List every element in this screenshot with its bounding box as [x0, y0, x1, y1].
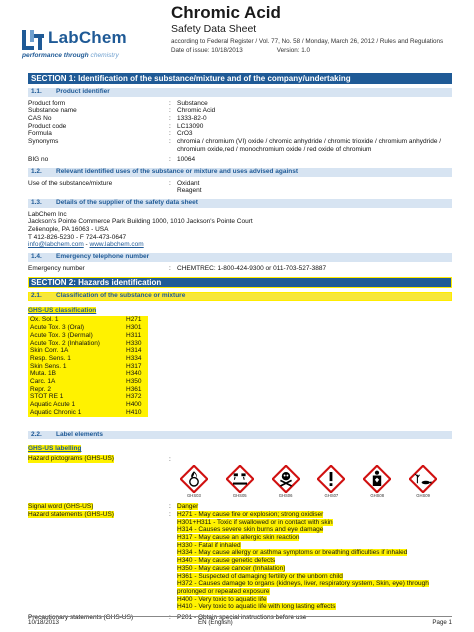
field-label: Product form: [28, 99, 66, 107]
classification-row: [28, 355, 148, 363]
subsection-num: 2.2.: [31, 430, 42, 438]
pictogram-code: GHS06: [278, 493, 293, 499]
field-label: CAS No: [28, 114, 52, 122]
use-value-1: Oxidant: [177, 179, 200, 187]
classification-row: [28, 370, 148, 378]
hazard-statement: H400 - Very toxic to aquatic life: [177, 595, 267, 603]
subsection-title: Relevant identified uses of the substance or mixture and uses advised against: [56, 168, 299, 176]
field-value: [177, 180, 452, 195]
classification-row: [28, 347, 148, 355]
hazard-class: Acute Tox. 3 (Oral): [28, 324, 124, 332]
hazard-code: H314: [124, 347, 148, 355]
field-row: Signal word (GHS-US) : Danger: [28, 503, 199, 511]
field-row: Use of the substance/mixture : Oxidant Reagent: [28, 180, 452, 195]
hazard-statement: H330 - Fatal if inhaled: [177, 541, 241, 549]
hazard-class: Carc. 1A: [28, 378, 124, 386]
signal-word-value: Danger: [177, 503, 199, 511]
classification-row: [28, 332, 148, 340]
version: Version: 1.0: [276, 47, 311, 54]
footer-date: 10/18/2013: [28, 619, 59, 626]
field-row: Product form : Substance: [28, 100, 452, 108]
subsection-2-2: [28, 431, 452, 440]
field-row: Synonyms : chromia / chromium (VI) oxide / chromic anhydride / chromic trioxide / chromium anhydride / chromium oxide,red / monochromium oxide / red oxide of chromium: [28, 138, 452, 153]
pictogram: [406, 465, 440, 499]
field-value: CrO3: [177, 130, 193, 138]
field-value: CHEMTREC: 1-800-424-9300 or 011-703-527-3887: [177, 264, 327, 272]
issue-line: [171, 47, 310, 54]
hazard-class: Muta. 1B: [28, 370, 124, 378]
hazard-class: Repr. 2: [28, 386, 124, 394]
classification-table: [28, 316, 148, 416]
field-row: Product code : LC13090: [28, 123, 452, 131]
field-row: CAS No : 1333-82-0: [28, 115, 452, 123]
field-row: Substance name : Chromic Acid: [28, 107, 452, 115]
subsection-num: 1.1.: [31, 88, 42, 95]
supplier-name: LabChem Inc: [28, 210, 67, 218]
hazard-statement: H350 - May cause cancer (Inhalation): [177, 564, 286, 572]
environment-icon: [409, 465, 437, 493]
hazard-statement: H372 - Causes damage to organs (kidneys, liver, respiratory system, Skin, eye) through: [177, 580, 429, 588]
field-label: BIG no: [28, 156, 49, 164]
subsection-1-1: [28, 88, 452, 97]
subsection-1-3: [28, 199, 452, 208]
field-value: P201 - Obtain special instructions before use: [177, 614, 307, 622]
field-label: Formula: [28, 130, 52, 138]
hazard-code: H271: [124, 316, 148, 324]
field-value: Substance: [177, 99, 208, 107]
link-separator: -: [83, 241, 90, 249]
field-label: Product code: [28, 122, 67, 130]
subsection-1-4: [28, 253, 452, 262]
classification-row: [28, 401, 148, 409]
subsection-num: 2.1.: [31, 292, 42, 300]
hazard-code: H350: [124, 378, 148, 386]
field-label: Hazard pictograms (GHS-US): [28, 454, 114, 462]
field-value: 1333-82-0: [177, 114, 207, 122]
hazard-class: Skin Corr. 1A: [28, 347, 124, 355]
subsection-title: Details of the supplier of the safety data sheet: [56, 199, 198, 207]
hazard-class: Resp. Sens. 1: [28, 355, 124, 363]
classification-row: [28, 324, 148, 332]
hazard-code: H334: [124, 355, 148, 363]
document-body: [28, 73, 452, 622]
field-label: Hazard statements (GHS-US): [28, 510, 114, 518]
corrosion-icon: [226, 465, 254, 493]
hazard-class: Ox. Sol. 1: [28, 316, 124, 324]
footer-language: EN (English): [198, 619, 233, 626]
classification-row: [28, 386, 148, 394]
hazard-statement: H334 - May cause allergy or asthma symptoms or breathing difficulties if inhaled: [177, 549, 408, 557]
logo-brand: LabChem: [48, 28, 127, 47]
hazard-statement: H340 - May cause genetic defects: [177, 557, 276, 565]
field-label: Emergency number: [28, 264, 85, 272]
subsection-title: Label elements: [56, 430, 103, 438]
classification-row: [28, 378, 148, 386]
hazard-code: H400: [124, 401, 148, 409]
skull-crossbones-icon: [272, 465, 300, 493]
labchem-mark-icon: [22, 30, 44, 50]
hazard-statement-list: [177, 511, 452, 611]
field-value: LC13090: [177, 122, 204, 130]
pictogram: [177, 465, 211, 499]
pictogram-code: GHS07: [324, 493, 339, 499]
subsection-2-1: [28, 292, 452, 301]
document-subtitle: Safety Data Sheet: [171, 23, 257, 35]
footer-page: Page 1: [432, 619, 452, 626]
page-footer: [28, 616, 452, 626]
ghs-classification-label: GHS-US classification: [28, 306, 97, 314]
hazard-class: STOT RE 1: [28, 393, 124, 401]
flame-over-circle-icon: [180, 465, 208, 493]
subsection-title: Classification of the substance or mixture: [56, 292, 186, 300]
logo-tagline: [22, 52, 119, 59]
use-value-2: Reagent: [177, 187, 202, 195]
subsection-1-2: [28, 168, 452, 177]
document-title: Chromic Acid: [171, 3, 281, 22]
supplier-links: [28, 241, 452, 249]
classification-row: [28, 363, 148, 371]
hazard-statement: H271 - May cause fire or explosion; strong oxidiser: [177, 510, 324, 518]
field-label: Synonyms: [28, 138, 59, 146]
hazard-code: H361: [124, 386, 148, 394]
hazard-code: H410: [124, 409, 148, 417]
section-2-heading: SECTION 2: Hazards identification: [28, 277, 452, 288]
classification-row: [28, 409, 148, 417]
pictogram-code: GHS05: [232, 493, 247, 499]
hazard-class: Acute Tox. 3 (Dermal): [28, 332, 124, 340]
field-label: Precautionary statements (GHS-US): [28, 614, 134, 622]
hazard-code: H330: [124, 340, 148, 348]
hazard-code: H317: [124, 363, 148, 371]
field-row: Hazard statements (GHS-US) : H271 - May cause fire or explosion; strong oxidiser H301+H311 - Toxic if swallowed or in contact with skin H314 - Causes severe skin burns and eye damage H317 - May cause an allergic skin reaction H330 - Fatal if inhaled H334 - May cause allergy or asthma symptoms or breathing difficulties if inhaled H340 - May cause genetic defects H350 - May cause cancer (Inhalation) H361 - Suspected of damaging fertility or the unborn child H372 - Causes damage to organs (kidneys, liver, respiratory system, Skin, eye) through prolonged or repeated exposure H400 - Very toxic to aquatic life H410 - Very toxic to aquatic life with long lasting effects: [28, 511, 452, 611]
hazard-class: Acute Tox. 2 (Inhalation): [28, 340, 124, 348]
field-value: Chromic Acid: [177, 107, 216, 115]
hazard-statement: prolonged or repeated exposure: [177, 587, 270, 595]
field-row: BIG no : 10064: [28, 156, 452, 164]
website-link[interactable]: www.labchem.com: [89, 241, 144, 249]
document-header: [0, 0, 474, 72]
issue-date: Date of issue: 10/18/2013: [171, 47, 243, 54]
health-hazard-icon: [363, 465, 391, 493]
labchem-logo: [22, 26, 142, 66]
subsection-num: 1.3.: [31, 199, 42, 207]
field-row: Precautionary statements (GHS-US) : P201 - Obtain special instructions before use: [28, 614, 452, 622]
subsection-title: Emergency telephone number: [56, 253, 150, 261]
pictogram: [314, 465, 348, 499]
subsection-title: Product identifier: [56, 88, 110, 95]
pictogram-row: [177, 465, 452, 499]
pictogram-code: GHS03: [187, 493, 201, 499]
field-label: Use of the substance/mixture: [28, 179, 113, 187]
email-link[interactable]: info@labchem.com: [28, 241, 84, 249]
supplier-address: Jackson's Pointe Commerce Park Building 1000, 1010 Jackson's Pointe Court: [28, 218, 253, 226]
hazard-statement: H301+H311 - Toxic if swallowed or in contact with skin: [177, 518, 333, 526]
supplier-phone: T 412-826-5230 - F 724-473-0647: [28, 233, 127, 241]
hazard-code: H311: [124, 332, 148, 340]
pictogram-code: GHS08: [370, 493, 385, 499]
hazard-code: H301: [124, 324, 148, 332]
field-row: Formula : CrO3: [28, 130, 452, 138]
field-row: Emergency number : CHEMTREC: 1-800-424-9300 or 011-703-527-3887: [28, 265, 452, 273]
regulation-line: according to Federal Register / Vol. 77, No. 58 / Monday, March 26, 2012 / Rules and Regulations: [171, 38, 444, 45]
exclamation-mark-icon: [317, 465, 345, 493]
hazard-statement: H314 - Causes severe skin burns and eye damage: [177, 526, 324, 534]
hazard-code: H340: [124, 370, 148, 378]
section-1-heading: SECTION 1: Identification of the substance/mixture and of the company/undertaking: [28, 73, 452, 84]
subsection-num: 1.4.: [31, 253, 42, 261]
hazard-class: Aquatic Acute 1: [28, 401, 124, 409]
classification-row: [28, 316, 148, 324]
field-label: Signal word (GHS-US): [28, 503, 94, 511]
hazard-statement: H317 - May cause an allergic skin reaction: [177, 534, 300, 542]
classification-row: [28, 340, 148, 348]
classification-row: [28, 393, 148, 401]
hazard-class: Skin Sens. 1: [28, 363, 124, 371]
pictogram-code: GHS09: [416, 493, 430, 499]
supplier-city: Zelienople, PA 16063 - USA: [28, 225, 109, 233]
pictogram: [269, 465, 303, 499]
tagline-bold: performance through: [22, 52, 89, 59]
ghs-labelling-label: GHS-US labelling: [28, 445, 82, 453]
field-label: Substance name: [28, 107, 77, 115]
hazard-code: H372: [124, 393, 148, 401]
pictogram: [223, 465, 257, 499]
hazard-statement: H410 - Very toxic to aquatic life with long lasting effects: [177, 603, 336, 611]
pictogram-colon-row: :: [169, 455, 171, 463]
tagline-light: chemistry: [90, 52, 119, 59]
field-value: chromia / chromium (VI) oxide / chromic anhydride / chromic trioxide / chromium anhydride / chromium oxide,red / monochromium oxide / red oxide of chromium: [177, 138, 442, 153]
subsection-num: 1.2.: [31, 168, 42, 176]
hazard-class: Aquatic Chronic 1: [28, 409, 124, 417]
pictogram: [360, 465, 394, 499]
field-value: 10064: [177, 156, 196, 164]
hazard-statement: H361 - Suspected of damaging fertility or the unborn child: [177, 572, 343, 580]
